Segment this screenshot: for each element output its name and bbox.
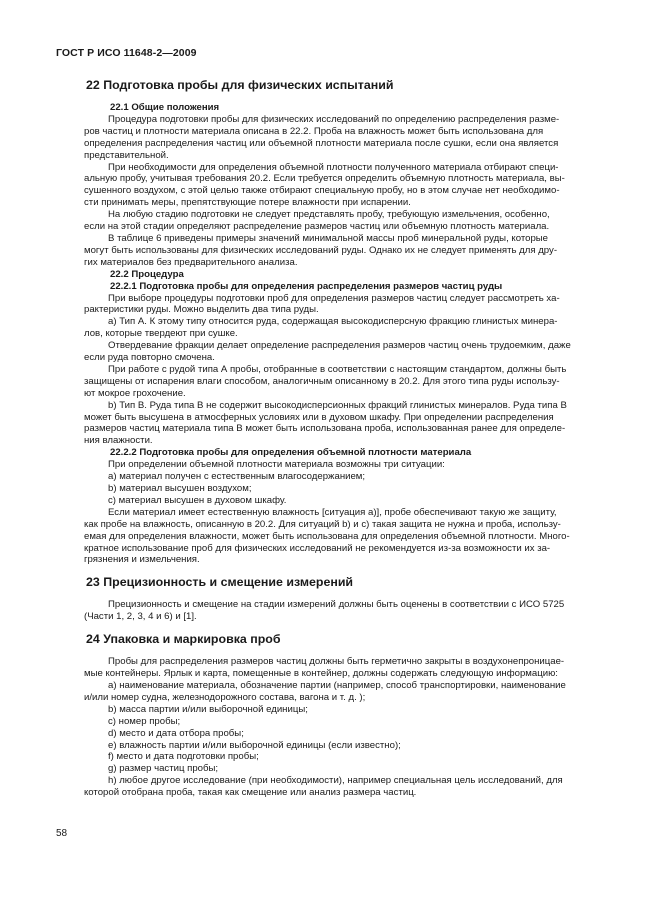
text-line: В таблице 6 приведены примеры значений минимальной массы проб минеральной руды, которые <box>108 232 549 244</box>
text-line: а) наименование материала, обозначение партии (например, способ транспортировки, наименование <box>108 679 566 691</box>
text-line: Процедура подготовки пробы для физических исследований по определению распределения разме- <box>108 113 560 125</box>
paragraph <box>84 233 594 269</box>
text-line: При определении объемной плотности материала возможны три ситуации: <box>108 459 445 471</box>
subsection-heading <box>84 269 594 281</box>
paragraph <box>84 751 594 763</box>
paragraph <box>84 775 594 799</box>
paragraph <box>84 400 594 448</box>
paragraph <box>84 763 594 775</box>
paragraph <box>84 704 594 716</box>
text-line: 22.2.2 Подготовка пробы для определения объемной плотности материала <box>110 447 472 459</box>
text-line: При работе с рудой типа А пробы, отобранные в соответствии с настоящим стандартом, должны быть <box>108 363 567 375</box>
paragraph <box>84 364 594 400</box>
text-line: если на этой стадии определяют распределение размеров частиц или объемную плотность материала. <box>84 221 550 233</box>
text-line: Если материал имеет естественную влажность [ситуация а)], пробе обеспечивают такую же защиту, <box>108 506 557 518</box>
text-line: рактеристики руды. Можно выделить два типа руды. <box>84 304 319 316</box>
text-line: а) Тип А. К этому типу относится руда, содержащая высокодисперсную фракцию глинистых минера- <box>108 316 558 328</box>
subsection-heading <box>84 102 594 114</box>
document-body <box>84 78 594 799</box>
text-line: как пробе на влажность, описанную в 20.2. Для ситуаций b) и с) такая защита не нужна и проба, использу- <box>84 518 561 530</box>
text-line: кратное использование проб для физических исследований не рекомендуется из-за возможности их за- <box>84 542 551 554</box>
text-line: (Части 1, 2, 3, 4 и 6) и [1]. <box>84 611 197 623</box>
text-line: ния влажности. <box>84 435 153 447</box>
paragraph <box>84 471 594 483</box>
text-line: Прецизионность и смещение на стадии измерений должны быть оценены в соответствии с ИСО 5725 <box>108 599 565 611</box>
text-line: При необходимости для определения объемной плотности полученного материала отбирают специ- <box>108 161 559 173</box>
text-line: 22.1 Общие положения <box>110 102 220 113</box>
text-line: d) место и дата отбора пробы; <box>108 727 244 739</box>
text-line: На любую стадию подготовки не следует представлять пробу, требующую измельчения, особенно, <box>108 209 550 221</box>
text-line: сушенного воздухом, с этой целью также отбирают специальную пробу, но в этом случае нет необходимо- <box>84 185 560 197</box>
text-line: f) место и дата подготовки пробы; <box>108 751 259 763</box>
paragraph <box>84 316 594 340</box>
text-line: если руда повторно смочена. <box>84 352 215 364</box>
text-line: b) Тип В. Руда типа В не содержит высокодисперсионных фракций глинистых минералов. Руда типа В <box>108 399 567 411</box>
text-line: Отвердевание фракции делает определение распределения размеров частиц очень трудоемким, даже <box>108 340 571 352</box>
text-line: и/или номер судна, железнодорожного состава, вагона и т. д. ); <box>84 691 366 703</box>
text-line: размеров частиц материала типа В может быть использована проба, использованная ранее для определе- <box>84 423 566 435</box>
section-heading: 24 Упаковка и маркировка проб <box>86 632 281 647</box>
text-line: могут быть использованы для физических исследований руды. Однако их не следует применять для дру- <box>84 244 558 256</box>
text-line: 22.2 Процедура <box>110 268 184 280</box>
text-line: b) материал высушен воздухом; <box>108 483 252 494</box>
text-line: альную пробу, учитывая требования 20.2. Если требуется определить объемную плотность материала, вы- <box>84 173 565 185</box>
text-line: мые контейнеры. Ярлык и карта, помещенные в контейнер, должны содержать следующую информацию: <box>84 668 558 680</box>
paragraph <box>84 495 594 507</box>
text-line: ют мокрое грохочение. <box>84 387 186 399</box>
paragraph <box>84 293 594 317</box>
text-line: h) любое другое исследование (при необходимости), например специальная цель исследований, для <box>108 775 563 787</box>
paragraph <box>84 716 594 728</box>
text-line: определения распределения частиц или объемной плотности материала после сушки, если она является <box>84 137 559 149</box>
paragraph <box>84 340 594 364</box>
text-line: защищены от испарения влаги способом, аналогичным описанному в 20.2. Для этого типа руды использу- <box>84 375 560 387</box>
text-line: может быть высушена в атмосферных условиях или в духовом шкафу. При определении распределения <box>84 411 554 423</box>
text-line: емая для определения влажности, может быть использована для определения объемной плотности. Много- <box>84 530 570 542</box>
text-line: b) масса партии и/или выборочной единицы; <box>108 703 308 715</box>
page-number: 58 <box>56 828 68 839</box>
text-line: При выборе процедуры подготовки проб для определения размеров частиц следует рассмотреть ха- <box>108 292 560 304</box>
document-header: ГОСТ Р ИСО 11648-2—2009 <box>56 47 197 59</box>
subsection-heading <box>84 447 594 459</box>
text-line: лов, которые твердеют при сушке. <box>84 328 238 340</box>
text-line: с) материал высушен в духовом шкафу. <box>108 494 287 506</box>
paragraph <box>84 656 594 680</box>
text-line: а) материал получен с естественным влагосодержанием; <box>108 471 366 483</box>
text-line: грязнения и измельчения. <box>84 554 200 566</box>
subsection-heading <box>84 281 594 293</box>
paragraph <box>84 599 594 623</box>
text-line: ров частиц и плотности материала описана в 22.2. Проба на влажность может быть использована для <box>84 125 544 137</box>
paragraph <box>84 114 594 162</box>
text-line: гих материалов без предварительного анализа. <box>84 256 298 268</box>
text-line: Пробы для распределения размеров частиц должны быть герметично закрыты в воздухонепроницае- <box>108 656 565 668</box>
paragraph <box>84 483 594 495</box>
text-line: представительной. <box>84 149 169 161</box>
text-line: е) влажность партии и/или выборочной единицы (если известно); <box>108 739 401 751</box>
section-heading: 22 Подготовка пробы для физических испытаний <box>86 78 394 92</box>
text-line: 22.2.1 Подготовка пробы для определения распределения размеров частиц руды <box>110 280 503 292</box>
paragraph <box>84 459 594 471</box>
paragraph <box>84 162 594 210</box>
text-line: которой отобрана проба, такая как смещение или анализ размера частиц. <box>84 787 417 799</box>
section-heading: 23 Прецизионность и смещение измерений <box>86 575 354 590</box>
paragraph <box>84 209 594 233</box>
text-line: g) размер частиц пробы; <box>108 763 219 775</box>
paragraph <box>84 740 594 752</box>
text-line: сти принимать меры, препятствующие потере влажности при испарении. <box>84 197 411 209</box>
paragraph <box>84 680 594 704</box>
text-line: с) номер пробы; <box>108 715 181 727</box>
paragraph <box>84 728 594 740</box>
paragraph <box>84 507 594 567</box>
